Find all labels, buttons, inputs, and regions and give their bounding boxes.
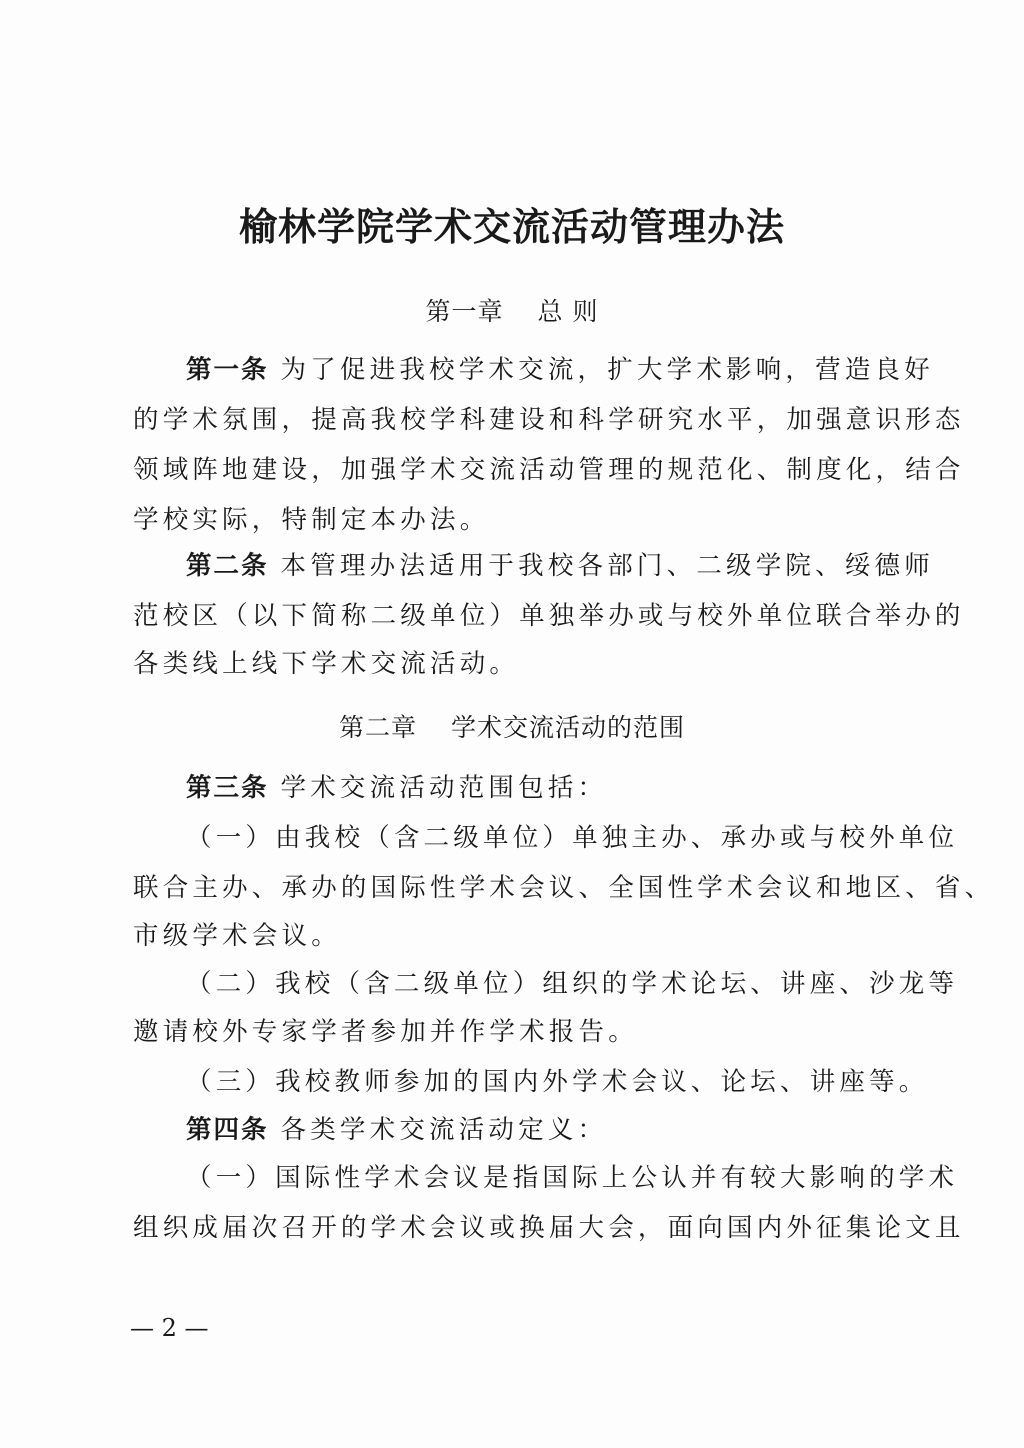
article-1-line-2: 的学术氛围，提高我校学科建设和科学研究水平，加强意识形态 [133, 405, 965, 435]
chapter-name: 总 则 [537, 297, 599, 326]
article-1-line-3: 领域阵地建设，加强学术交流活动管理的规范化、制度化，结合 [133, 455, 965, 485]
chapter-heading-2 [0, 708, 1024, 744]
paragraph-text: 学术交流活动范围包括： [280, 773, 608, 803]
chapter-heading-1 [0, 292, 1024, 328]
article-4-item-1-line-2: 组织成届次召开的学术会议或换届大会，面向国内外征集论文且 [133, 1213, 965, 1243]
article-3-item-2-line-1: （二）我校（含二级单位）组织的学术论坛、讲座、沙龙等 [186, 969, 959, 999]
chapter-name: 学术交流活动的范围 [451, 713, 686, 742]
article-1-line-4: 学校实际，特制定本办法。 [133, 505, 490, 535]
article-3-item-1-line-2: 联合主办、承办的国际性学术会议、全国性学术会议和地区、省、 [133, 873, 995, 903]
article-4-item-1-line-1: （一）国际性学术会议是指国际上公认并有较大影响的学术 [186, 1163, 959, 1193]
article-1-line-1 [186, 354, 934, 386]
article-2-line-3: 各类线上线下学术交流活动。 [133, 649, 520, 679]
document-title: 榆林学院学术交流活动管理办法 [238, 204, 785, 249]
paragraph-text: 本管理办法适用于我校各部门、二级学院、绥德师 [280, 551, 934, 581]
article-2-line-2: 范校区（以下简称二级单位）单独举办或与校外单位联合举办的 [133, 601, 965, 631]
article-3-item-1-line-1: （一）由我校（含二级单位）单独主办、承办或与校外单位 [186, 823, 959, 853]
article-4-line-1 [186, 1114, 607, 1146]
chapter-number: 第一章 [425, 297, 504, 326]
paragraph-text: 为了促进我校学术交流，扩大学术影响，营造良好 [280, 355, 934, 385]
page-number: — 2 — [130, 1314, 209, 1342]
article-label: 第二条 [186, 551, 269, 581]
paragraph-text: 各类学术交流活动定义： [280, 1115, 608, 1145]
article-3-item-2-line-2: 邀请校外专家学者参加并作学术报告。 [133, 1017, 638, 1047]
article-3-item-1-line-3: 市级学术会议。 [133, 921, 341, 951]
article-3-item-3-line-1: （三）我校教师参加的国内外学术会议、论坛、讲座等。 [186, 1067, 929, 1097]
article-2-line-1 [186, 550, 934, 582]
chapter-number: 第二章 [338, 713, 417, 742]
article-label: 第三条 [186, 773, 269, 803]
article-label: 第四条 [186, 1115, 269, 1145]
article-label: 第一条 [186, 355, 269, 385]
article-3-line-1 [186, 772, 607, 804]
